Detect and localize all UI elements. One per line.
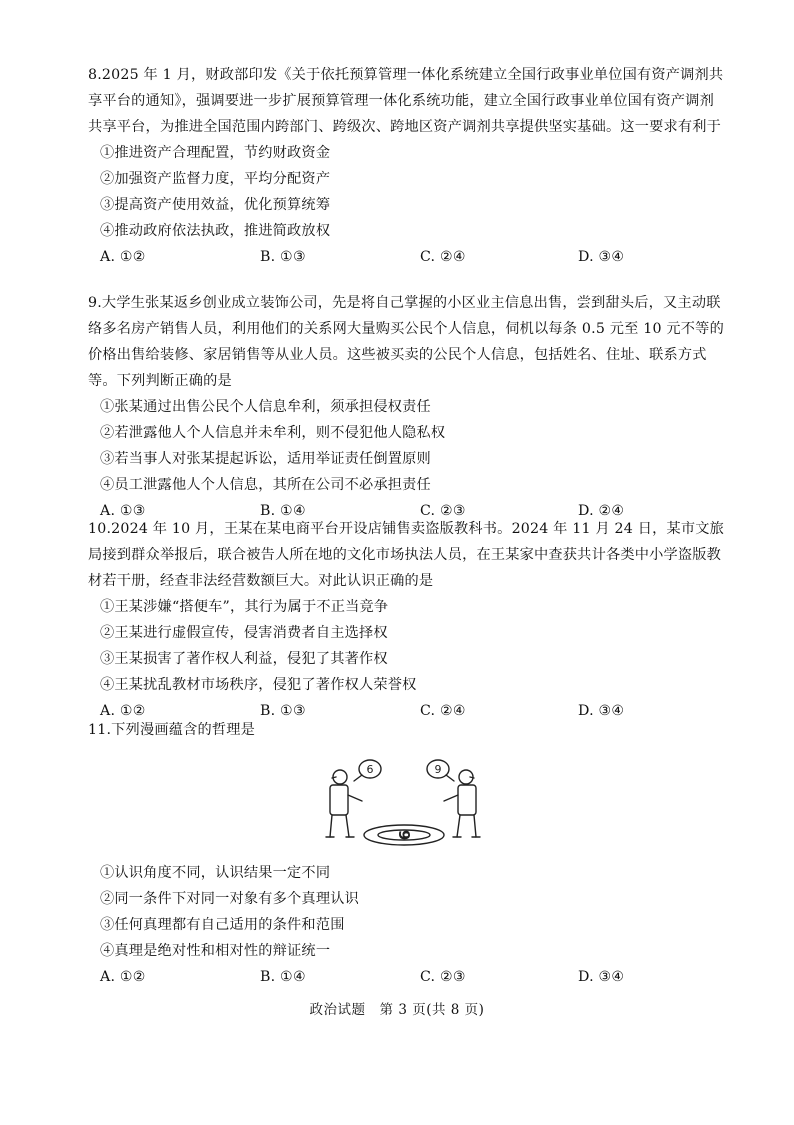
option-4: ④推动政府依法执政，推进简政放权 xyxy=(100,223,331,239)
choice-d: D. ③④ xyxy=(578,249,625,265)
question-stem: 9.大学生张某返乡创业成立装饰公司，先是将自己掌握的小区业主信息出售，尝到甜头后，又主动联络多名房产销售人员，利用他们的关系网大量购买公民个人信息，伺机以每条 0.5 元至 10 元不等的价格出售给装修、家居销售等从业人员。这些被买卖的公民个人信息，包括姓名、住址、联系方式等。下列判断正确的是 xyxy=(88,295,724,389)
option-2: ②同一条件下对同一对象有多个真理认识 xyxy=(100,891,359,907)
question-11-options xyxy=(88,860,728,990)
question-10 xyxy=(88,516,728,724)
cartoon-illustration xyxy=(318,755,490,847)
question-stem: 10.2024 年 10 月，王某在某电商平台开设店铺售卖盗版教科书。2024 年 11 月 24 日，某市文旅局接到群众举报后，联合被告人所在地的文化市场执法人员，在王某家中查获共计各类中小学盗版教材若干册，经查非法经营数额巨大。对此认识正确的是 xyxy=(88,521,725,589)
question-8 xyxy=(88,62,728,270)
option-3: ③若当事人对张某提起诉讼，适用举证责任倒置原则 xyxy=(100,451,431,467)
choice-d: D. ③④ xyxy=(578,703,625,719)
choice-a: A. ①③ xyxy=(100,503,146,519)
choice-a: A. ①② xyxy=(100,249,146,265)
choice-c: C. ②③ xyxy=(420,503,466,519)
left-bubble-digit: 6 xyxy=(366,763,374,776)
option-1: ①认识角度不同，认识结果一定不同 xyxy=(100,865,331,881)
option-4: ④员工泄露他人个人信息，其所在公司不必承担责任 xyxy=(100,477,431,493)
option-1: ①张某通过出售公民个人信息牟利，须承担侵权责任 xyxy=(100,399,431,415)
choice-c: C. ②④ xyxy=(420,249,466,265)
choice-a: A. ①② xyxy=(100,969,146,985)
question-9 xyxy=(88,290,728,524)
choice-b: B. ①④ xyxy=(260,969,306,985)
right-person-figure xyxy=(444,770,480,837)
option-4: ④真理是绝对性和相对性的辩证统一 xyxy=(100,943,331,959)
left-person-figure xyxy=(326,770,362,837)
choice-a: A. ①② xyxy=(100,703,146,719)
option-1: ①推进资产合理配置，节约财政资金 xyxy=(100,145,331,161)
option-1: ①王某涉嫌“搭便车”，其行为属于不正当竞争 xyxy=(100,599,389,615)
question-stem: 8.2025 年 1 月，财政部印发《关于依托预算管理一体化系统建立全国行政事业单位国有资产调剂共享平台的通知》，强调要进一步扩展预算管理一体化系统功能，建立全国行政事业单位国有资产调剂共享平台，为推进全国范围内跨部门、跨级次、跨地区资产调剂共享提供坚实基础。这一要求有利于 xyxy=(88,67,724,135)
question-11 xyxy=(88,717,728,743)
option-2: ②若泄露他人个人信息并未牟利，则不侵犯他人隐私权 xyxy=(100,425,446,441)
option-3: ③任何真理都有自己适用的条件和范围 xyxy=(100,917,345,933)
choice-c: C. ②③ xyxy=(420,969,466,985)
choice-d: D. ②④ xyxy=(578,503,625,519)
answer-choices xyxy=(88,244,728,270)
floor-digit-label: 6 xyxy=(396,829,414,841)
choice-d: D. ③④ xyxy=(578,969,625,985)
option-4: ④王某扰乱教材市场秩序，侵犯了著作权人荣誉权 xyxy=(100,677,417,693)
choice-c: C. ②④ xyxy=(420,703,466,719)
right-bubble-digit: 9 xyxy=(434,763,442,776)
choice-b: B. ①③ xyxy=(260,703,306,719)
page-footer: 政治试题 第 3 页(共 8 页) xyxy=(309,1002,485,1018)
option-3: ③王某损害了著作权人利益，侵犯了其著作权 xyxy=(100,651,388,667)
choice-b: B. ①③ xyxy=(260,249,306,265)
option-3: ③提高资产使用效益，优化预算统筹 xyxy=(100,197,331,213)
option-2: ②王某进行虚假宣传，侵害消费者自主选择权 xyxy=(100,625,388,641)
option-2: ②加强资产监督力度，平均分配资产 xyxy=(100,171,331,187)
question-stem: 11.下列漫画蕴含的哲理是 xyxy=(88,722,256,738)
choice-b: B. ①④ xyxy=(260,503,306,519)
answer-choices xyxy=(88,964,728,990)
